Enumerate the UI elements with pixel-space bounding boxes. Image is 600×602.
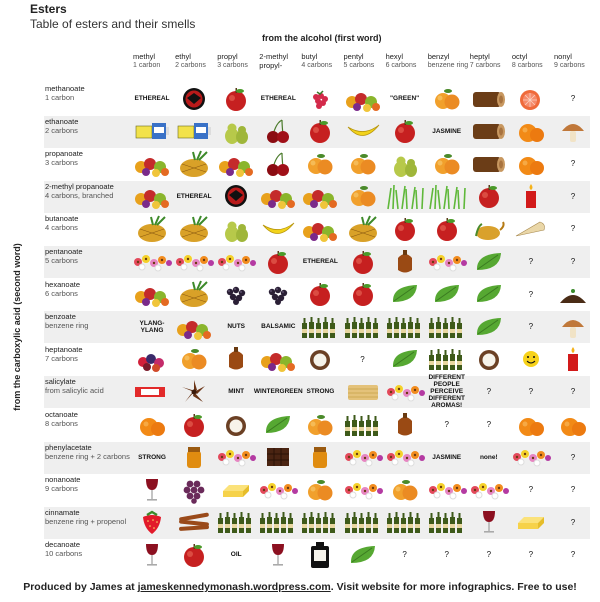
bottles-icon (215, 507, 257, 538)
smell-text: JASMINE (432, 453, 462, 461)
mushroom-icon (552, 311, 594, 342)
smell-text: ? (570, 485, 576, 495)
soil-icon (552, 279, 594, 310)
smell-text: ? (528, 289, 534, 299)
fruit-icon (257, 344, 299, 375)
row-header-name: benzoate (45, 312, 76, 322)
pineapple-icon (173, 148, 215, 179)
fruit-icon (299, 181, 341, 212)
unknown-cell (510, 474, 552, 505)
pineapple-icon (131, 213, 173, 244)
smell-label (257, 311, 299, 342)
smell-label (131, 311, 173, 342)
unknown-cell (552, 474, 594, 505)
wine-icon (257, 539, 299, 570)
honey-icon (299, 442, 341, 473)
smiley-icon (510, 344, 552, 375)
apple-icon (342, 279, 384, 310)
candle-icon (510, 181, 552, 212)
smell-label (299, 246, 341, 277)
glue-icon (173, 116, 215, 147)
apricot-icon (173, 344, 215, 375)
smell-text: ETHEREAL (260, 95, 296, 102)
row-header-propanoate (45, 149, 130, 167)
raspberry-icon (299, 83, 341, 114)
smell-text: DIFFERENT PEOPLE PERCEIVE DIFFERENT AROMAS! (428, 374, 465, 410)
leaf-icon (257, 409, 299, 440)
leaf-icon (468, 279, 510, 310)
smell-text: STRONG (138, 453, 166, 461)
apple-icon (299, 116, 341, 147)
row-header-name: octanoate (45, 410, 78, 419)
apricot-icon (299, 474, 341, 505)
unknown-cell (552, 213, 594, 244)
smell-text: ? (486, 387, 492, 397)
unknown-cell (342, 344, 384, 375)
grapes-icon (173, 474, 215, 505)
column-header-sub: 3 carbons (217, 62, 248, 69)
row-header-sub: 4 carbons, branched (45, 190, 114, 200)
grapefruit-icon (510, 83, 552, 114)
blackberry-icon (215, 279, 257, 310)
row-header-name: ethanoate (45, 116, 79, 126)
anise-icon (173, 376, 215, 407)
smell-text: "GREEN" (389, 95, 420, 102)
orange-icon (510, 148, 552, 179)
row-header-sub: benzene ring (45, 321, 89, 331)
grass-icon (384, 181, 426, 212)
orange-icon (510, 116, 552, 147)
leaf-icon (384, 344, 426, 375)
row-header-name: pentanoate (45, 247, 83, 256)
row-header-name: butanoate (45, 214, 79, 224)
page-title: Esters (30, 2, 67, 16)
pear-icon (215, 213, 257, 244)
row-header-sub: 7 carbons (45, 353, 78, 363)
row-header-ethanoate (45, 117, 130, 135)
smell-text: ? (528, 485, 534, 495)
row-header-name: nonanoate (45, 475, 81, 485)
smell-label (426, 116, 468, 147)
row-header-cinnamate (45, 508, 130, 526)
flowers-icon (342, 474, 384, 505)
smell-label (131, 442, 173, 473)
apricot-icon (299, 148, 341, 179)
row-header-name: hexanoate (45, 279, 81, 289)
fruit-icon (173, 311, 215, 342)
smell-text: ? (570, 550, 576, 560)
bottles-icon (384, 507, 426, 538)
bottles-icon (342, 409, 384, 440)
row-header-sub: benzene ring + 2 carbons (45, 451, 130, 461)
column-header-propyl (217, 52, 259, 70)
flowers-icon (215, 442, 257, 473)
apricot-icon (342, 148, 384, 179)
wood-icon (468, 83, 510, 114)
apricot-icon (342, 181, 384, 212)
footer-text-before: Produced by James at (23, 581, 138, 593)
hay-icon (342, 376, 384, 407)
column-header-name: heptyl (469, 52, 490, 61)
smell-text: ? (402, 550, 407, 560)
bottles-icon (342, 311, 384, 342)
smell-label (131, 83, 173, 114)
row-header-sub: 9 carbons (45, 484, 78, 494)
smell-text: ETHEREAL (302, 258, 338, 265)
smell-text: ETHEREAL (176, 192, 212, 200)
blackberry-icon (257, 279, 299, 310)
smell-label (384, 83, 426, 114)
bottles-icon (299, 507, 341, 538)
coconut-icon (215, 409, 257, 440)
unknown-cell (552, 148, 594, 179)
smell-label (173, 181, 215, 212)
row-header-name: salicylate (45, 377, 76, 387)
smell-text: ? (486, 420, 492, 429)
apple-icon (257, 246, 299, 277)
toothpaste-icon (131, 376, 173, 407)
cherry-icon (257, 116, 299, 147)
smell-label (257, 83, 299, 114)
unknown-cell (552, 442, 594, 473)
bottles-icon (426, 344, 468, 375)
row-header-name: propanoate (45, 149, 83, 159)
column-header-2-methyl-propyl- (259, 52, 301, 70)
flowers-icon (468, 474, 510, 505)
row-header-octanoate (45, 410, 130, 428)
column-header-name: benzyl (427, 52, 450, 61)
apple-icon (384, 116, 426, 147)
smell-text: BALSAMIC (261, 323, 296, 331)
coconut-icon (468, 344, 510, 375)
chocolate-icon (257, 442, 299, 473)
column-header-sub: 1 carbon (133, 62, 161, 69)
leaf-icon (426, 279, 468, 310)
orange-icon (552, 409, 594, 440)
flowers-icon (426, 474, 468, 505)
row-header-sub: from salicylic acid (45, 386, 104, 396)
flowers-icon (510, 442, 552, 473)
row-header-salicylate (45, 377, 130, 395)
bacardi-icon (215, 181, 257, 212)
row-header-decanoate (45, 540, 130, 558)
whiskey-icon (299, 539, 341, 570)
column-header-name: octyl (511, 52, 528, 61)
unknown-cell (510, 311, 552, 342)
apricot-icon (426, 148, 468, 179)
column-header-sub: 9 carbons (554, 62, 585, 69)
column-header-hexyl (386, 52, 428, 70)
column-header-name: ethyl (175, 52, 191, 61)
smell-text: ? (570, 224, 576, 234)
footer-credit (0, 581, 600, 593)
row-header-hexanoate (45, 280, 130, 298)
leaf-icon (468, 246, 510, 277)
smell-text: YLANG-YLANG (139, 319, 165, 334)
leaf-icon (468, 311, 510, 342)
smell-label (426, 374, 468, 410)
apple-icon (468, 181, 510, 212)
fruit-icon (257, 181, 299, 212)
brandy-icon (215, 344, 257, 375)
row-header-butanoate (45, 214, 130, 232)
column-header-sub: 5 carbons (343, 62, 375, 69)
smell-text: ? (486, 550, 492, 560)
column-header-name: nonyl (554, 52, 572, 61)
column-header-sub: 8 carbons (511, 62, 543, 69)
unknown-cell (552, 181, 594, 212)
coconut-icon (299, 344, 341, 375)
column-header-name: 2-methyl propyl- (259, 52, 289, 70)
unknown-cell (552, 246, 594, 277)
unknown-cell (468, 376, 510, 407)
column-header-heptyl (470, 52, 512, 70)
row-header-pentanoate (45, 247, 130, 265)
unknown-cell (468, 409, 510, 440)
column-axis-label: from the alcohol (first word) (262, 33, 382, 43)
row-header-name: methanoate (45, 84, 85, 93)
footer-link[interactable]: jameskennedymonash.wordpress.com (137, 581, 331, 593)
pineapple-icon (173, 213, 215, 244)
bottles-icon (384, 311, 426, 342)
unknown-cell (510, 376, 552, 407)
smell-label (426, 442, 468, 473)
bottles-icon (342, 507, 384, 538)
column-header-butyl (301, 52, 343, 70)
orange-icon (131, 409, 173, 440)
column-header-name: hexyl (385, 52, 404, 61)
pear-icon (384, 148, 426, 179)
unknown-cell (552, 376, 594, 407)
apple-icon (426, 213, 468, 244)
orange-icon (510, 409, 552, 440)
row-header-name: decanoate (45, 540, 81, 550)
smell-label (215, 539, 257, 570)
row-header-sub: 6 carbons (45, 288, 78, 298)
flowers-icon (131, 246, 173, 277)
berries-icon (131, 344, 173, 375)
bottles-icon (426, 507, 468, 538)
unknown-cell (552, 83, 594, 114)
unknown-cell (426, 409, 468, 440)
column-header-pentyl (344, 52, 386, 70)
smell-text: ? (570, 452, 576, 462)
bottles-icon (257, 507, 299, 538)
smell-text: ? (570, 159, 576, 169)
apple-icon (342, 246, 384, 277)
fruit-icon (131, 148, 173, 179)
apple-icon (173, 539, 215, 570)
smell-text: none! (479, 453, 498, 461)
column-header-sub: 2 carbons (175, 62, 206, 69)
apple-icon (215, 83, 257, 114)
banana-icon (342, 116, 384, 147)
unknown-cell (510, 246, 552, 277)
smell-text: STRONG (306, 388, 335, 396)
column-header-sub: 6 carbons (385, 62, 417, 69)
smell-text: ? (570, 257, 576, 266)
smell-label (468, 442, 510, 473)
wine-icon (131, 539, 173, 570)
fruit-icon (215, 148, 257, 179)
column-header-nonyl (554, 52, 596, 70)
wood-icon (468, 148, 510, 179)
pineapple-icon (342, 213, 384, 244)
row-header-nonanoate (45, 475, 130, 493)
row-header-sub: 8 carbons (45, 419, 78, 428)
row-header-sub: 1 carbon (45, 93, 75, 102)
row-header-sub: 2 carbons (45, 125, 78, 135)
pineapple-icon (173, 279, 215, 310)
fruit-icon (342, 83, 384, 114)
cinnamon-icon (173, 507, 215, 538)
row-header-name: cinnamate (45, 507, 80, 517)
row-header-benzoate (45, 312, 130, 330)
row-header-sub: 5 carbons (45, 256, 78, 265)
mushroom-icon (552, 116, 594, 147)
smell-text: ? (570, 517, 576, 527)
bacardi-icon (173, 83, 215, 114)
apricot-icon (299, 409, 341, 440)
smell-text: ? (528, 322, 534, 332)
smell-text: ? (360, 354, 365, 364)
row-header-name: phenylacetate (45, 442, 92, 452)
column-header-name: methyl (133, 52, 156, 61)
column-header-name: pentyl (343, 52, 364, 61)
butter-icon (215, 474, 257, 505)
row-header-methanoate (45, 84, 130, 102)
smell-text: ? (528, 387, 534, 397)
flowers-icon (215, 246, 257, 277)
fruit-icon (131, 279, 173, 310)
cherry-icon (257, 148, 299, 179)
row-header-sub: 10 carbons (45, 549, 83, 559)
smell-label (299, 376, 341, 407)
column-header-name: butyl (301, 52, 318, 61)
unknown-cell (426, 539, 468, 570)
smell-text: ? (570, 94, 576, 103)
smell-text: ? (444, 550, 449, 560)
pear-icon (215, 116, 257, 147)
smell-text: ETHEREAL (134, 95, 170, 102)
unknown-cell (552, 539, 594, 570)
apricot-icon (384, 474, 426, 505)
column-header-octyl (512, 52, 554, 70)
unknown-cell (384, 539, 426, 570)
row-header-name: 2-methyl propanoate (45, 181, 114, 191)
smell-text: OIL (230, 551, 242, 559)
smell-text: JASMINE (432, 127, 462, 135)
fruit-icon (131, 181, 173, 212)
flowers-icon (342, 442, 384, 473)
flowers-icon (384, 442, 426, 473)
unknown-cell (510, 539, 552, 570)
banana-icon (257, 213, 299, 244)
smell-label (215, 376, 257, 407)
row-header-heptanoate (45, 345, 130, 363)
smell-text: ? (528, 257, 534, 266)
apple-icon (299, 279, 341, 310)
unknown-cell (468, 539, 510, 570)
page-subtitle: Table of esters and their smells (30, 17, 196, 31)
honey-icon (173, 442, 215, 473)
wine-icon (468, 507, 510, 538)
parsnip-icon (510, 213, 552, 244)
smell-label (253, 376, 303, 407)
flowers-icon (426, 246, 468, 277)
column-header-sub: 4 carbons (301, 62, 333, 69)
fruit-icon (299, 213, 341, 244)
grass-icon (426, 181, 468, 212)
leaf-icon (342, 539, 384, 570)
wood-icon (468, 116, 510, 147)
bottles-icon (426, 311, 468, 342)
smell-text: WINTERGREEN (253, 388, 303, 396)
smell-text: ? (444, 420, 449, 429)
row-header-phenylacetate (45, 443, 130, 461)
tea-icon (468, 213, 510, 244)
column-header-ethyl (175, 52, 217, 70)
smell-text: ? (570, 387, 576, 397)
brandy-icon (384, 409, 426, 440)
footer-text-after: . Visit website for more infographics. Free to use! (330, 581, 577, 593)
column-header-methyl (133, 52, 175, 70)
flowers-icon (384, 376, 426, 407)
column-header-sub: 7 carbons (469, 62, 501, 69)
row-header-sub: 3 carbons (45, 158, 78, 168)
smell-text: ? (528, 550, 534, 560)
apple-icon (173, 409, 215, 440)
row-header-sub: 4 carbons (45, 223, 78, 233)
flowers-icon (173, 246, 215, 277)
smell-label (215, 311, 257, 342)
strawberry-icon (131, 507, 173, 538)
apricot-icon (426, 83, 468, 114)
column-header-name: propyl (217, 52, 238, 61)
column-header-benzyl (428, 52, 470, 70)
butter-icon (510, 507, 552, 538)
row-header-2-methyl-propanoate (45, 182, 130, 200)
unknown-cell (510, 279, 552, 310)
candle-icon (552, 344, 594, 375)
row-header-sub: benzene ring + propenol (45, 516, 127, 526)
row-axis-label: from the carboxylic acid (second word) (12, 243, 22, 411)
smell-text: NUTS (227, 323, 246, 331)
smell-text: MINT (228, 388, 245, 396)
unknown-cell (552, 507, 594, 538)
leaf-icon (384, 279, 426, 310)
brandy-icon (384, 246, 426, 277)
row-header-name: heptanoate (45, 344, 83, 354)
apple-icon (384, 213, 426, 244)
column-header-sub: benzene ring (427, 62, 469, 69)
glue-icon (131, 116, 173, 147)
flowers-icon (257, 474, 299, 505)
bottles-icon (299, 311, 341, 342)
smell-text: ? (570, 191, 576, 201)
wine-icon (131, 474, 173, 505)
